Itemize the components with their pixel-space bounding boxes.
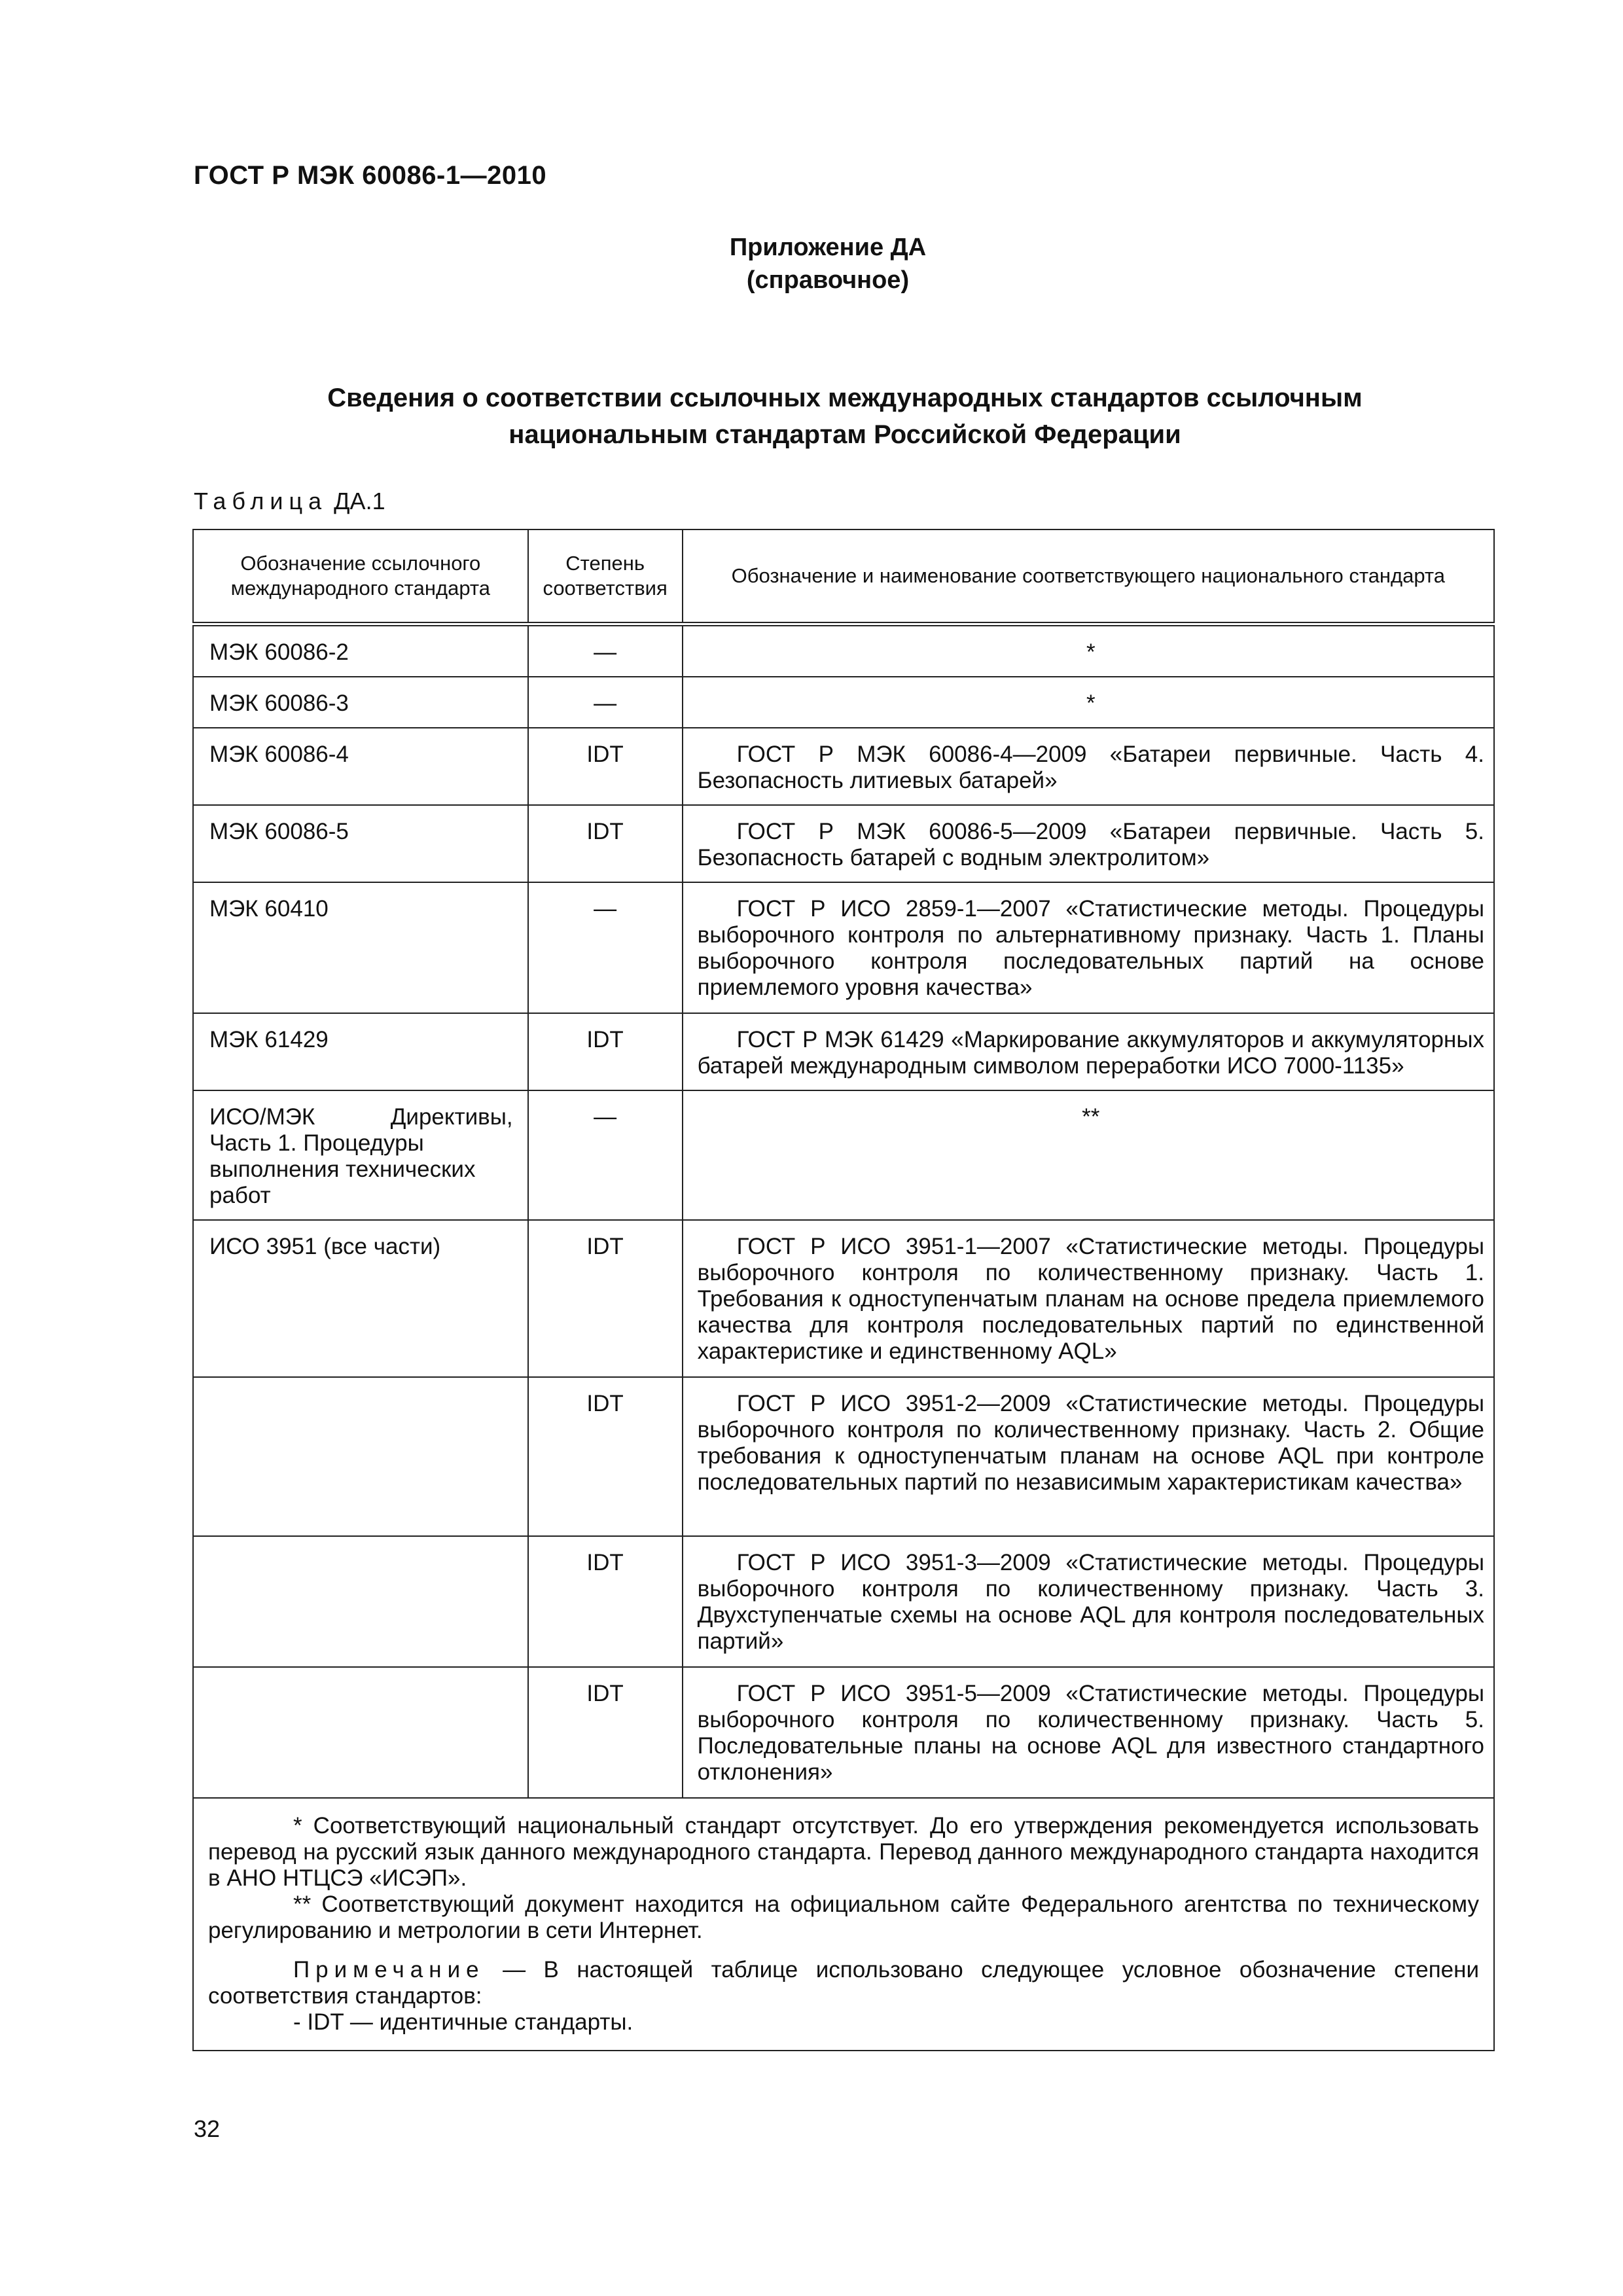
- international-cell: [193, 1377, 528, 1536]
- national-cell: [683, 1013, 1494, 1090]
- degree-cell: —: [528, 882, 683, 1013]
- degree-cell: —: [528, 1090, 683, 1220]
- degree-cell: IDT: [528, 1667, 683, 1798]
- page-number: 32: [194, 2115, 221, 2142]
- national-text: ГОСТ Р ИСО 2859-1—2007 «Статистические методы. Процедуры выборочного контроля по альтернативному признаку. Часть 1. Планы выборочного контроля последовательных партий на основе приемлемого уровня качества»: [697, 896, 1484, 1000]
- table-notes-row: [193, 1798, 1494, 2051]
- degree-cell: IDT: [528, 1220, 683, 1377]
- national-text: ГОСТ Р ИСО 3951-2—2009 «Статистические методы. Процедуры выборочного контроля по количественному признаку. Часть 2. Общие требования к одноступенчатым планам на основе AQL при контроле последовательных партий по независимым характеристикам качества»: [697, 1391, 1484, 1495]
- header-international: Обозначение ссылочного международного стандарта: [193, 529, 528, 624]
- table-notes: [193, 1798, 1494, 2051]
- national-cell: *: [683, 624, 1494, 677]
- annex-title: Приложение ДА: [729, 234, 927, 261]
- header-degree: Степень соответствия: [528, 529, 683, 624]
- national-text: ГОСТ Р МЭК 60086-5—2009 «Батареи первичные. Часть 5. Безопасность батарей с водным электролитом»: [697, 819, 1484, 870]
- annex-heading: [194, 380, 1496, 453]
- note-text: — В настоящей таблице использовано следующее условное обозначение степени соответствия стандартов:: [208, 1957, 1479, 2009]
- international-cell: МЭК 60086-2: [193, 624, 528, 677]
- table-row: [193, 624, 1494, 677]
- international-cell: [193, 1090, 528, 1220]
- international-cell: МЭК 61429: [193, 1013, 528, 1090]
- international-cell: МЭК 60410: [193, 882, 528, 1013]
- national-cell: [683, 1667, 1494, 1798]
- international-word-2: Директивы,: [390, 1104, 513, 1130]
- national-text: ГОСТ Р ИСО 3951-1—2007 «Статистические методы. Процедуры выборочного контроля по количественному признаку. Часть 1. Требования к одноступенчатым планам на основе предела приемлемого качества для контроля последовательных партий по единственной характеристике и единственному AQL»: [697, 1234, 1484, 1364]
- national-cell: [683, 1536, 1494, 1667]
- document-code: ГОСТ Р МЭК 60086-1—2010: [194, 161, 547, 190]
- note-word: Примечание: [293, 1957, 485, 1982]
- national-text: ГОСТ Р МЭК 61429 «Маркирование аккумуляторов и аккумуляторных батарей международным символом переработки ИСО 7000-1135»: [697, 1027, 1484, 1079]
- national-cell: [683, 728, 1494, 805]
- international-cell: МЭК 60086-5: [193, 805, 528, 882]
- international-cell: МЭК 60086-4: [193, 728, 528, 805]
- degree-cell: IDT: [528, 1536, 683, 1667]
- header-national: Обозначение и наименование соответствующего национального стандарта: [683, 529, 1494, 624]
- footnote-2: ** Соответствующий документ находится на официальном сайте Федерального агентства по техническому регулированию и метрологии в сети Интернет.: [208, 1892, 1479, 1943]
- international-rest: Часть 1. Процедуры выполнения технических работ: [209, 1130, 476, 1208]
- table-row: [193, 728, 1494, 805]
- table-row: [193, 1013, 1494, 1090]
- table-row: [193, 805, 1494, 882]
- correspondence-table: [192, 529, 1495, 2051]
- degree-cell: IDT: [528, 728, 683, 805]
- degree-cell: —: [528, 677, 683, 728]
- international-cell: МЭК 60086-3: [193, 677, 528, 728]
- table-row: [193, 1536, 1494, 1667]
- national-text: ГОСТ Р ИСО 3951-3—2009 «Статистические методы. Процедуры выборочного контроля по количественному признаку. Часть 3. Двухступенчатые схемы на основе AQL для контроля последовательных партий»: [697, 1550, 1484, 1654]
- national-cell: [683, 805, 1494, 882]
- degree-cell: IDT: [528, 1377, 683, 1536]
- national-cell: [683, 882, 1494, 1013]
- table-row: [193, 1667, 1494, 1798]
- national-cell: *: [683, 677, 1494, 728]
- international-cell: ИСО 3951 (все части): [193, 1220, 528, 1377]
- table-label: [194, 488, 385, 515]
- table-row: [193, 882, 1494, 1013]
- international-word-1: ИСО/МЭК: [209, 1104, 315, 1130]
- national-cell: [683, 1220, 1494, 1377]
- degree-cell: IDT: [528, 1013, 683, 1090]
- table-header-row: [193, 529, 1494, 624]
- annex-title-block: [0, 231, 1623, 296]
- national-text: ГОСТ Р ИСО 3951-5—2009 «Статистические методы. Процедуры выборочного контроля по количественному признаку. Часть 5. Последовательные планы на основе AQL для известного стандартного отклонения»: [697, 1681, 1484, 1785]
- footnote-1: * Соответствующий национальный стандарт отсутствует. До его утверждения рекомендуется использовать перевод на русский язык данного международного стандарта. Перевод данного международного стандарта находится в АНО НТЦСЭ «ИСЭП».: [208, 1813, 1479, 1891]
- table-label-prefix: Таблица: [194, 488, 328, 514]
- international-cell: [193, 1667, 528, 1798]
- degree-cell: —: [528, 624, 683, 677]
- degree-cell: IDT: [528, 805, 683, 882]
- national-text: ГОСТ Р МЭК 60086-4—2009 «Батареи первичные. Часть 4. Безопасность литиевых батарей»: [697, 742, 1484, 793]
- international-first-line: [209, 1104, 513, 1130]
- table-row: [193, 1220, 1494, 1377]
- table-label-number: ДА.1: [334, 488, 385, 514]
- national-cell: [683, 1377, 1494, 1536]
- table-row: [193, 1377, 1494, 1536]
- note-idt-line: - IDT — идентичные стандарты.: [293, 2009, 633, 2035]
- international-cell: [193, 1536, 528, 1667]
- heading-line-1: Сведения о соответствии ссылочных международных стандартов ссылочным: [327, 384, 1363, 412]
- annex-type: (справочное): [746, 266, 910, 294]
- note-paragraph: [208, 1957, 1479, 2009]
- table-row: [193, 1090, 1494, 1220]
- table-row: [193, 677, 1494, 728]
- heading-line-2: национальным стандартам Российской Федерации: [508, 420, 1181, 449]
- national-cell: **: [683, 1090, 1494, 1220]
